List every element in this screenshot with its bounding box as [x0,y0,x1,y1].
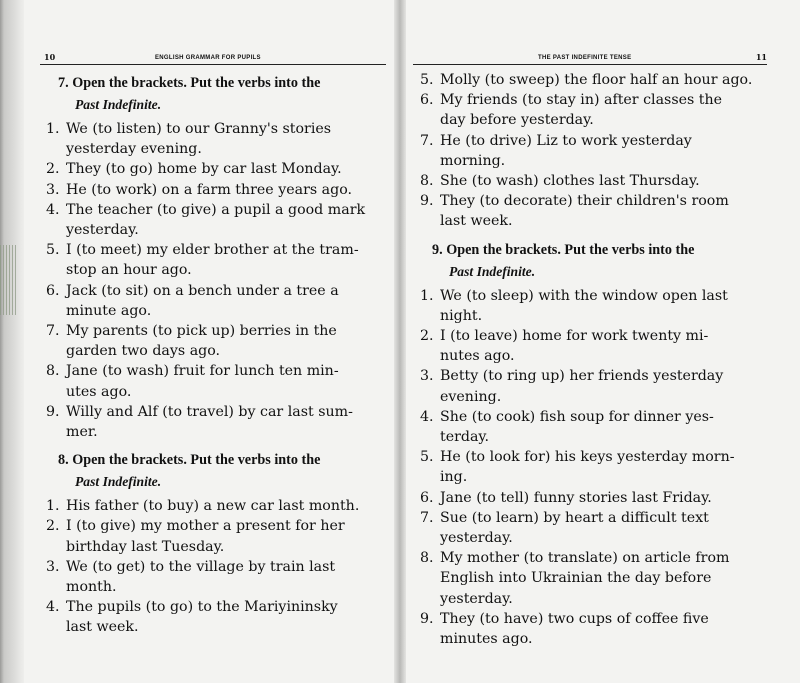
item-line: Willy and Alf (to travel) by car last sum- [66,403,353,420]
item-number: 3. [46,181,60,198]
item-line: last week. [66,619,139,636]
item-number: 2. [420,328,434,345]
item-number: 5. [46,242,60,259]
left-page-number: 10 [44,52,56,62]
item-text [440,366,765,406]
right-running-title: THE PAST INDEFINITE TENSE [538,55,632,61]
item-line: My parents (to pick up) berries in the [66,323,337,340]
item-text [66,119,382,159]
left-running-head [40,50,386,65]
item-line: They (to have) two cups of coffee five [440,610,709,627]
exercise-instruction: 9. Open the brackets. Put the verbs into the [432,241,695,258]
item-line: yesterday. [66,222,139,239]
item-number: 9. [420,610,434,627]
exercise-item [420,191,765,231]
item-number: 9. [46,403,60,420]
left-page-content [46,70,382,638]
item-number: 2. [46,161,60,178]
item-line: We (to get) to the village by train last [66,558,336,575]
right-running-head [413,50,767,65]
item-text [66,597,382,637]
item-number: 2. [46,518,60,535]
item-text [440,90,765,130]
thumb-mark [0,245,16,315]
exercise-item [46,402,382,442]
item-text [66,557,382,597]
item-line: night. [440,307,483,324]
exercise-block [46,450,382,637]
exercise-item [46,200,382,240]
item-number: 4. [46,599,60,616]
item-number: 6. [46,282,60,299]
item-line: Jack (to sit) on a bench under a tree a [66,282,339,299]
item-text [440,70,765,90]
exercise-item [420,548,765,609]
exercise-tense: Past Indefinite. [75,97,162,112]
item-line: mer. [66,424,98,441]
item-text [440,548,765,609]
item-line: I (to meet) my elder brother at the tram- [66,242,359,259]
item-line: last week. [440,213,513,230]
exercise-item [420,609,765,649]
exercise-item [420,70,765,90]
item-line: We (to sleep) with the window open last [440,287,728,304]
item-number: 4. [46,201,60,218]
item-line: English into Ukrainian the day before [440,570,712,587]
item-line: month. [66,579,117,596]
item-number: 7. [420,509,434,526]
item-line: ing. [440,469,468,486]
exercise-item [46,516,382,556]
item-number: 6. [420,489,434,506]
continued-exercise [420,70,765,232]
item-number: 6. [420,92,434,109]
item-line: I (to leave) home for work twenty mi- [440,328,709,345]
item-number: 8. [420,173,434,190]
item-text [66,240,382,280]
item-text [66,516,382,556]
item-text [440,508,765,548]
item-line: He (to drive) Liz to work yesterday [440,132,692,149]
item-text [440,171,765,191]
exercise-item [420,488,765,508]
item-text [440,131,765,171]
item-text [440,609,765,649]
item-number: 7. [46,323,60,340]
right-page [409,0,789,683]
item-number: 1. [420,287,434,304]
exercise-item [46,159,382,179]
exercise-item [46,321,382,361]
item-line: Jane (to tell) funny stories last Friday. [440,489,712,506]
item-text [66,361,382,401]
exercise-item [420,508,765,548]
item-line: day before yesterday. [440,112,594,129]
exercise-instruction: 8. Open the brackets. Put the verbs into the [58,452,321,469]
exercise-heading [58,73,382,115]
item-number: 3. [420,368,434,385]
item-line: They (to decorate) their children's room [440,193,729,210]
item-line: yesterday evening. [66,141,202,158]
left-running-title: ENGLISH GRAMMAR FOR PUPILS [155,55,261,61]
item-line: minute ago. [66,302,152,319]
exercise-item [46,496,382,516]
exercise-heading [58,450,382,492]
item-line: yesterday. [440,590,513,607]
item-line: My friends (to stay in) after classes the [440,92,723,109]
exercise-item [420,447,765,487]
item-text [66,159,382,179]
exercise-block [46,73,382,442]
book-gutter [394,0,406,683]
item-text [66,180,382,200]
right-page-content [420,70,765,649]
item-line: Molly (to sweep) the floor half an hour ago. [440,72,753,88]
exercise-item [420,366,765,406]
exercise-item [46,119,382,159]
exercise-item [46,281,382,321]
exercise-item [420,90,765,130]
item-line: He (to look for) his keys yesterday morn- [440,449,735,466]
item-number: 5. [420,449,434,466]
item-line: minutes ago. [440,631,533,648]
item-line: They (to go) home by car last Monday. [66,161,342,178]
item-text [66,496,382,516]
item-number: 7. [420,132,434,149]
item-line: evening. [440,388,502,405]
item-line: The pupils (to go) to the Mariyininsky [66,599,338,616]
exercise-item [420,171,765,191]
exercise-tense: Past Indefinite. [75,474,162,490]
item-line: utes ago. [66,383,132,400]
item-number: 1. [46,121,60,137]
item-number: 3. [46,558,60,575]
item-line: The teacher (to give) a pupil a good mark [66,201,366,218]
item-line: She (to cook) fish soup for dinner yes- [440,408,714,425]
item-line: She (to wash) clothes last Thursday. [440,173,700,190]
item-line: Betty (to ring up) her friends yesterday [440,368,724,385]
item-text [66,321,382,361]
item-line: My mother (to translate) on article from [440,550,730,567]
item-text [440,407,765,447]
exercise-item [420,407,765,447]
right-page-number: 11 [755,52,767,62]
item-text [440,326,765,366]
page-edge [0,0,24,683]
item-line: Jane (to wash) fruit for lunch ten min- [66,363,339,380]
item-text [440,447,765,487]
item-line: stop an hour ago. [66,262,192,279]
item-line: morning. [440,152,506,169]
exercise-tense: Past Indefinite. [449,263,536,279]
item-text [440,286,765,326]
item-text [440,488,765,508]
exercise-item [420,131,765,171]
item-line: Sue (to learn) by heart a difficult text [440,509,709,526]
item-number: 1. [46,498,60,515]
item-line: He (to work) on a farm three years ago. [66,181,352,198]
item-number: 4. [420,408,434,425]
item-line: yesterday. [440,530,513,547]
item-text [66,402,382,442]
item-text [66,281,382,321]
exercise-item [46,240,382,280]
item-line: terday. [440,429,490,446]
exercise-item [46,557,382,597]
item-text [440,191,765,231]
item-line: nutes ago. [440,348,515,365]
exercise-item [46,361,382,401]
exercise-item [420,286,765,326]
item-line: garden two days ago. [66,343,221,360]
item-number: 8. [420,550,434,567]
left-page [26,0,392,683]
exercise-heading [432,240,765,282]
item-line: I (to give) my mother a present for her [66,518,345,535]
item-line: birthday last Tuesday. [66,538,225,555]
exercise-block [420,240,765,650]
item-text [66,200,382,240]
item-line: His father (to buy) a new car last month. [66,498,360,515]
exercise-item [46,597,382,637]
exercise-item [420,326,765,366]
item-number: 8. [46,363,60,380]
item-number: 9. [420,193,434,210]
item-number: 5. [420,72,434,88]
exercise-instruction: 7. Open the brackets. Put the verbs into the [58,75,321,91]
item-line: We (to listen) to our Granny's stories [66,121,332,137]
exercise-item [46,180,382,200]
